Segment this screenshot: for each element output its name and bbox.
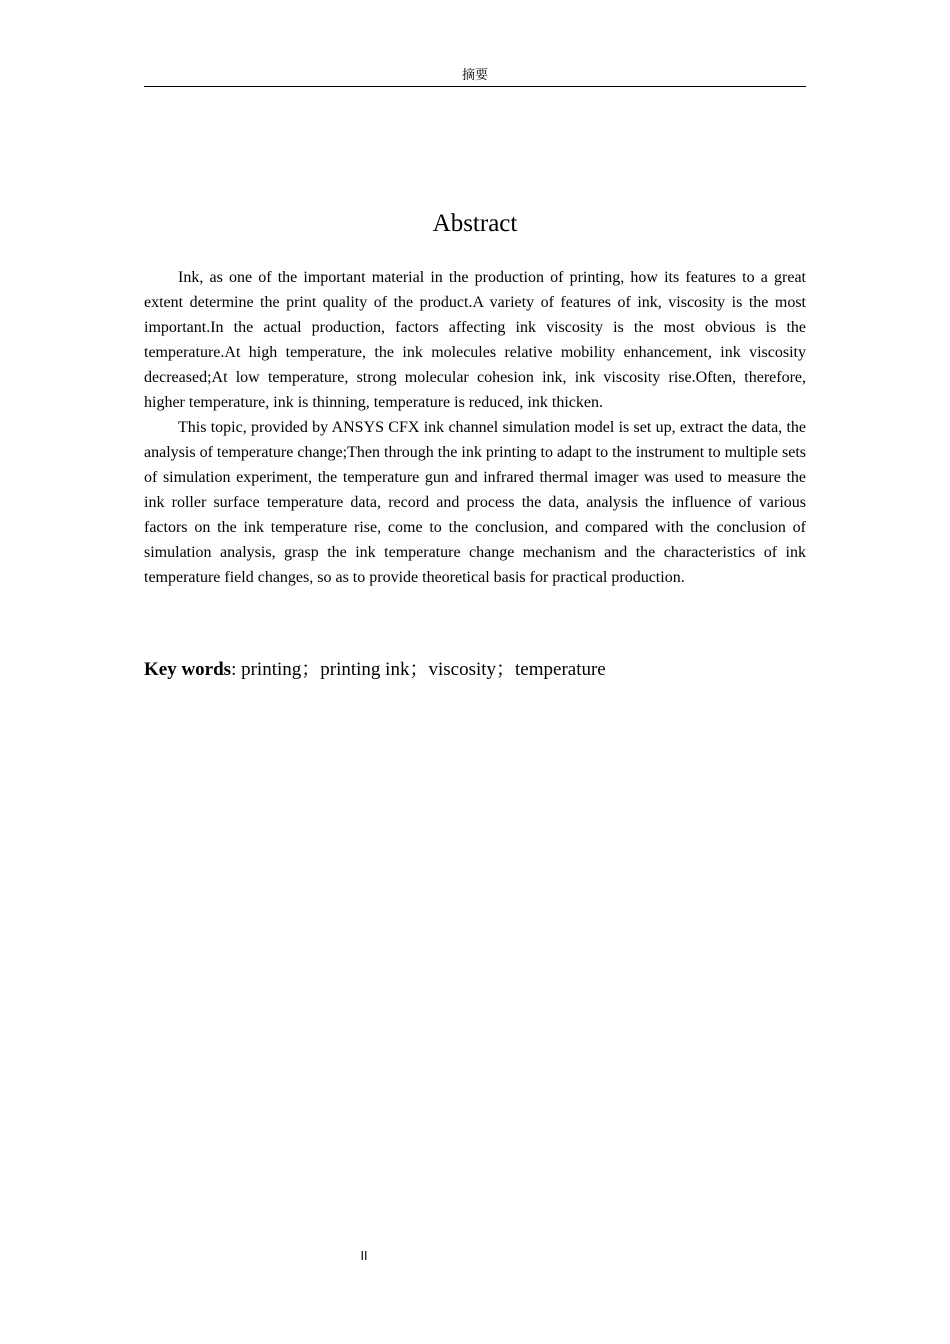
page-header <box>144 66 806 87</box>
header-text: 摘要 <box>461 68 488 83</box>
abstract-body <box>144 265 806 590</box>
abstract-title: Abstract <box>432 210 518 237</box>
page-number: II <box>360 1249 368 1263</box>
keywords-text: : printing；printing ink；viscosity；temperature <box>231 659 606 680</box>
abstract-paragraph-2: This topic, provided by ANSYS CFX ink channel simulation model is set up, extract the data, the analysis of temperature change;Then through the ink printing to adapt to the instrument to multiple sets of simulation experiment, the temperature gun and infrared thermal imager was used to measure the ink roller surface temperature data, record and process the data, analysis the influence of various factors on the ink temperature rise, come to the conclusion, and compared with the conclusion of simulation analysis, grasp the ink temperature change mechanism and the characteristics of ink temperature field changes, so as to provide theoretical basis for practical production. <box>144 419 806 586</box>
keywords-label: Key words <box>144 659 232 680</box>
keywords-line <box>144 657 806 683</box>
abstract-paragraph-1: Ink, as one of the important material in the production of printing, how its features to a great extent determine the print quality of the product.A variety of features of ink, viscosity is the most important.In the actual production, factors affecting ink viscosity is the most obvious is the temperature.At high temperature, the ink molecules relative mobility enhancement, ink viscosity decreased;At low temperature, strong molecular cohesion ink, ink viscosity rise.Often, therefore, higher temperature, ink is thinning, temperature is reduced, ink thicken. <box>144 269 806 411</box>
